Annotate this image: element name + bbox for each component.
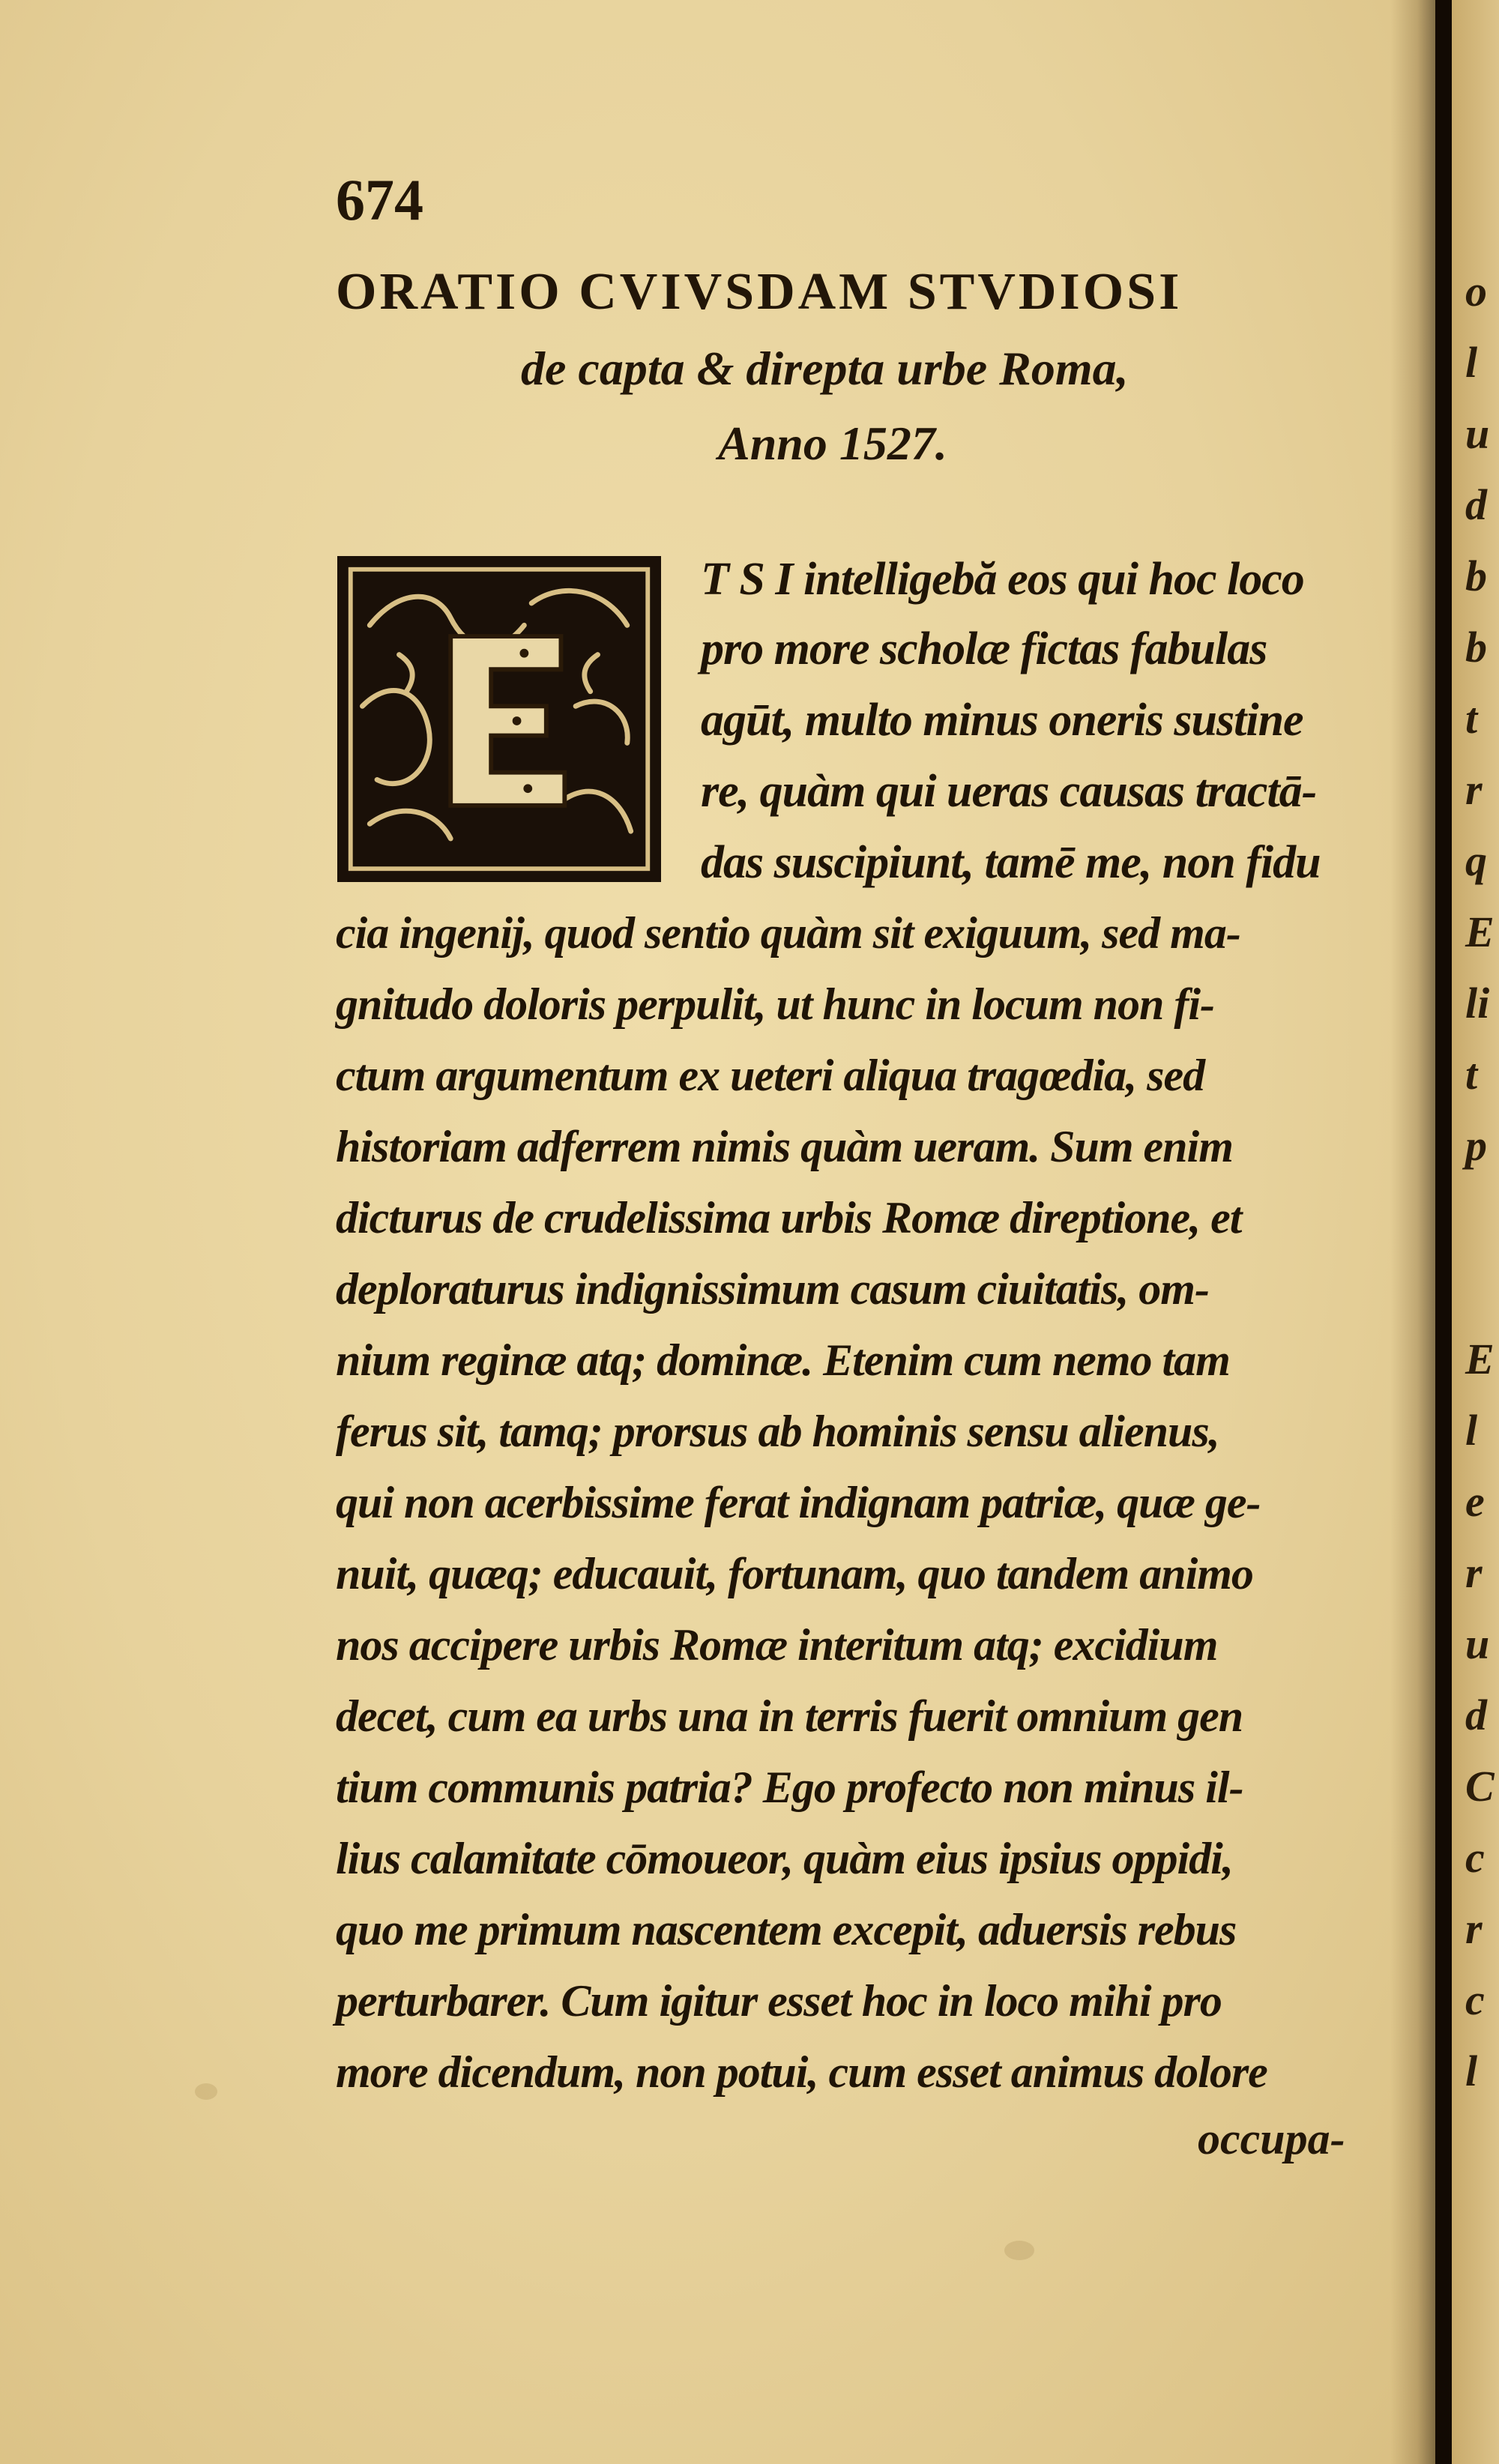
facing-page-fragment: r: [1465, 1548, 1483, 1597]
paper-stain: [195, 2083, 217, 2100]
text-line: T S I intelligebă eos qui hoc loco: [701, 554, 1304, 605]
facing-page-fragment: d: [1465, 480, 1487, 529]
text-line: nos accipere urbis Romæ interitum atq; excidium: [336, 1620, 1218, 1670]
facing-page-fragment: l: [1465, 1406, 1478, 1455]
text-line: deploraturus indignissimum casum ciuitatis, om-: [336, 1264, 1209, 1314]
text-line: ctum argumentum ex ueteri aliqua tragœdia, sed: [336, 1051, 1205, 1100]
facing-page-fragment: p: [1465, 1121, 1487, 1170]
facing-page-fragment: E: [1465, 908, 1495, 956]
text-line: perturbarer. Cum igitur esset hoc in loco mihi pro: [336, 1976, 1222, 2026]
facing-page-fragment: d: [1465, 1691, 1487, 1739]
facing-page-fragment: t: [1465, 1050, 1478, 1099]
facing-page-edge: [1452, 0, 1499, 2464]
facing-page-fragment: t: [1465, 694, 1478, 743]
text-line: nuit, quæq; educauit, fortunam, quo tandem animo: [336, 1549, 1253, 1598]
text-line: decet, cum ea urbs una in terris fuerit omnium gen: [336, 1691, 1243, 1741]
text-line: quo me primum nascentem excepit, aduersis rebus: [336, 1905, 1237, 1954]
paper-stain: [1004, 2241, 1034, 2260]
text-line: historiam adferrem nimis quàm ueram. Sum enim: [336, 1122, 1233, 1171]
text-line: pro more scholæ fictas fabulas: [701, 623, 1267, 674]
facing-page-fragment: c: [1465, 1975, 1485, 2024]
facing-page-fragment: b: [1465, 623, 1487, 671]
facing-page-fragment: u: [1465, 1619, 1490, 1668]
facing-page-fragment: C: [1465, 1762, 1495, 1811]
facing-page-fragment: E: [1465, 1335, 1495, 1383]
text-line: more dicendum, non potui, cum esset animus dolore: [336, 2047, 1267, 2097]
facing-page-fragment: u: [1465, 409, 1490, 458]
text-line: dicturus de crudelissima urbis Romæ direptione, et: [336, 1193, 1242, 1242]
text-line: agūt, multo minus oneris sustine: [701, 695, 1303, 746]
facing-page-fragment: l: [1465, 338, 1478, 387]
decorated-initial-e-icon: [337, 556, 661, 882]
facing-page-fragment: c: [1465, 1833, 1485, 1882]
facing-page-fragment: r: [1465, 765, 1483, 814]
text-line: das suscipiunt, tamē me, non fidu: [701, 837, 1321, 888]
facing-page-fragment: li: [1465, 979, 1490, 1027]
oration-title: ORATIO CVIVSDAM STVDIOSI: [336, 263, 1183, 321]
text-line: ferus sit, tamq; prorsus ab hominis sensu alienus,: [336, 1407, 1219, 1456]
oration-year: Anno 1527.: [718, 417, 947, 470]
text-line: lius calamitate cōmoueor, quàm eius ipsius oppidi,: [336, 1834, 1233, 1883]
page-number: 674: [336, 167, 423, 232]
text-line: nium reginæ atq; dominæ. Etenim cum nemo tam: [336, 1335, 1230, 1385]
text-line: tium communis patria? Ego profecto non minus il-: [336, 1763, 1243, 1812]
text-line: gnitudo doloris perpulit, ut hunc in locum non fi-: [336, 979, 1215, 1029]
text-line: cia ingenij, quod sentio quàm sit exiguum, sed ma-: [336, 908, 1240, 958]
text-line: qui non acerbissime ferat indignam patriæ, quæ ge-: [336, 1478, 1261, 1527]
catchword: occupa-: [1198, 2114, 1345, 2163]
facing-page-fragment: b: [1465, 552, 1487, 600]
facing-page-fragment: e: [1465, 1477, 1485, 1526]
facing-page-fragment: q: [1465, 836, 1487, 885]
facing-page-fragment: l: [1465, 2047, 1478, 2095]
oration-subtitle: de capta & direpta urbe Roma,: [521, 342, 1129, 395]
facing-page-fragment: r: [1465, 1904, 1483, 1953]
page-gutter-shadow: [1390, 0, 1435, 2464]
text-line: re, quàm qui ueras causas tractā-: [701, 766, 1317, 817]
facing-page-fragment: o: [1465, 267, 1487, 315]
book-spine: [1435, 0, 1452, 2464]
